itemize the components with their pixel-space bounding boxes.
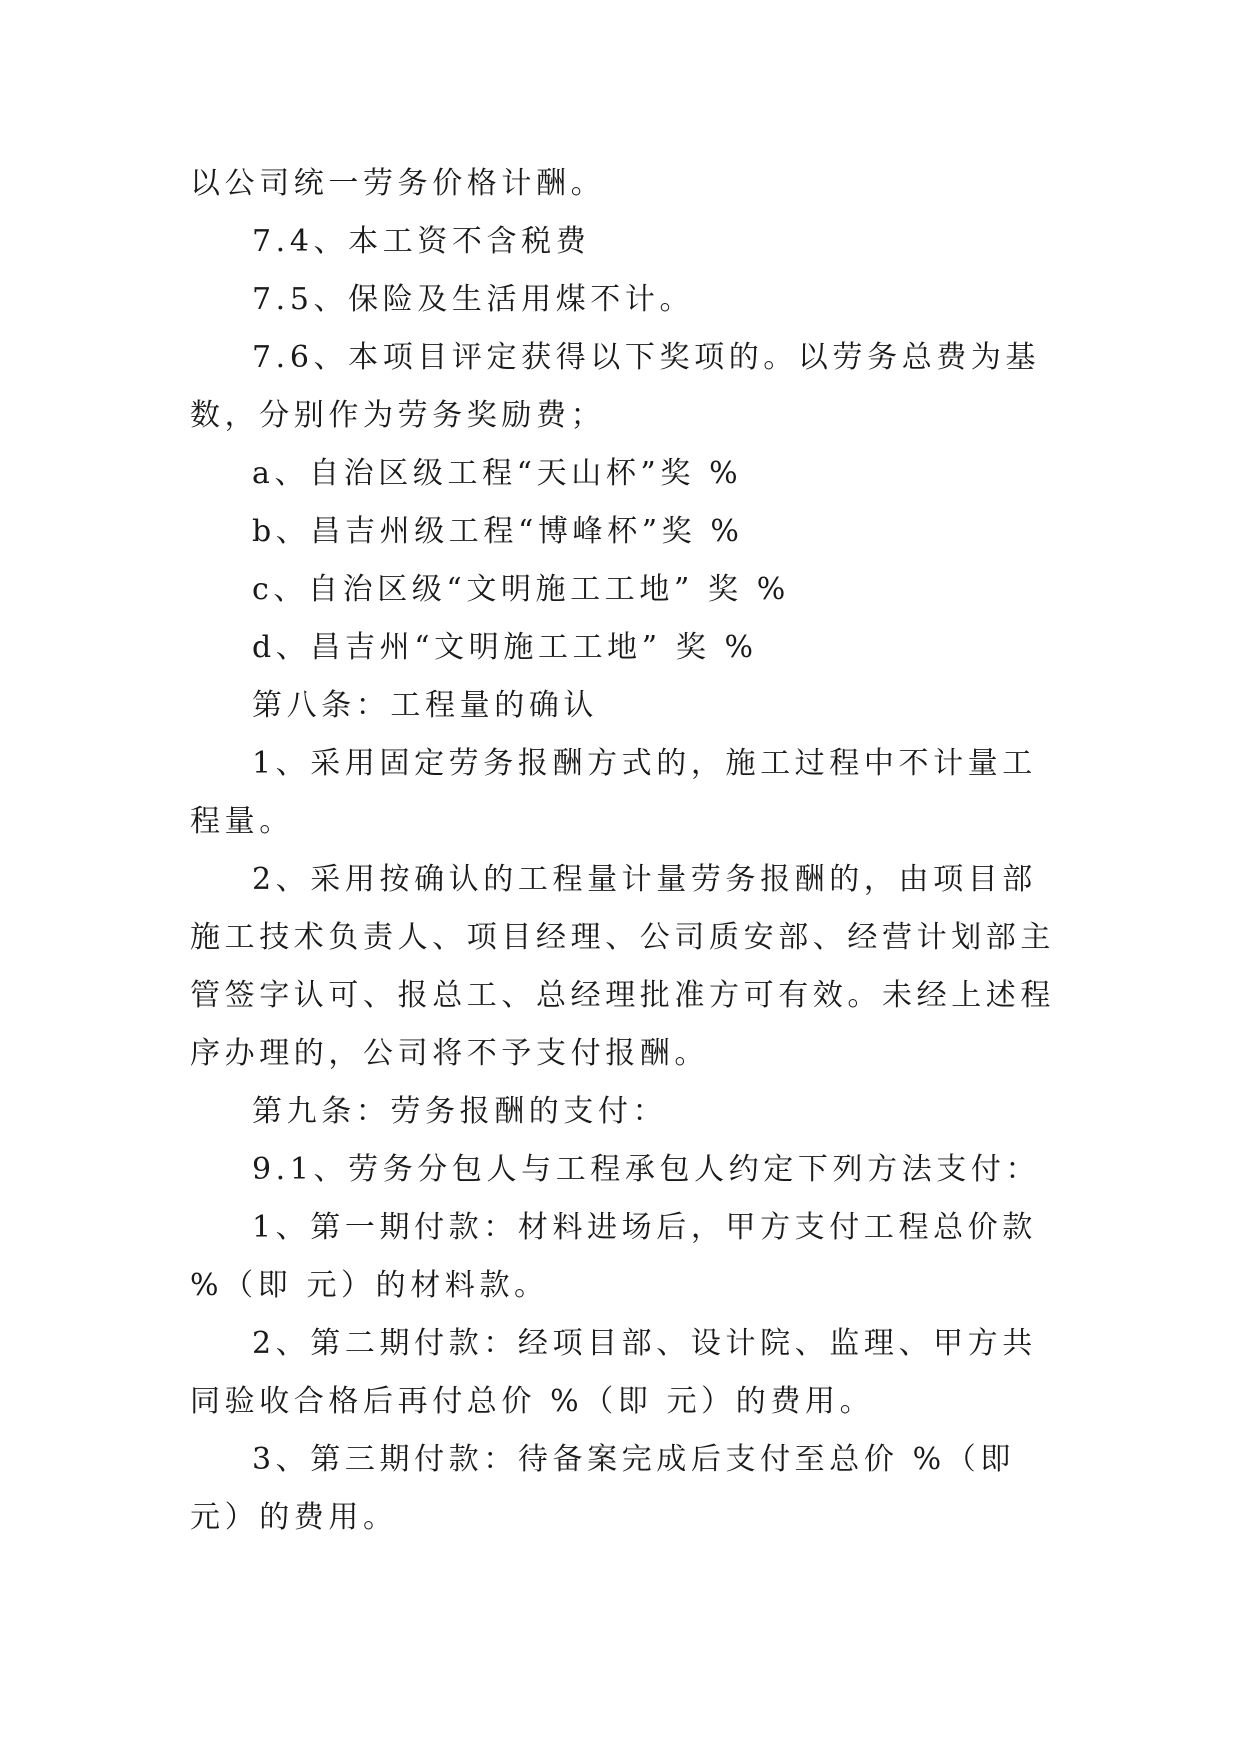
list-item: a、自治区级工程“天山杯”奖 % bbox=[252, 456, 743, 491]
paragraph: 7.6、本项目评定获得以下奖项的。以劳务总费为基数，分别作为劳务奖励费； bbox=[190, 340, 1041, 433]
paragraph: 7.4、本工资不含税费 bbox=[252, 224, 591, 259]
list-item: 1、第一期付款：材料进场后，甲方支付工程总价款 %（即 元）的材料款。 bbox=[190, 1210, 1052, 1303]
list-item: b、昌吉州级工程“博峰杯”奖 % bbox=[252, 514, 744, 549]
section-heading: 第九条：劳务报酬的支付： bbox=[252, 1094, 668, 1129]
list-item: 2、第二期付款：经项目部、设计院、监理、甲方共同验收合格后再付总价 %（即 元）的费用。 bbox=[190, 1326, 1037, 1419]
paragraph: 以公司统一劳务价格计酬。 bbox=[190, 166, 606, 201]
paragraph: 1、采用固定劳务报酬方式的，施工过程中不计量工程量。 bbox=[190, 746, 1037, 839]
section-heading: 第八条：工程量的确认 bbox=[252, 688, 598, 723]
list-item: d、昌吉州“文明施工工地” 奖 % bbox=[252, 630, 758, 665]
paragraph: 7.5、保险及生活用煤不计。 bbox=[252, 282, 695, 317]
paragraph: 2、采用按确认的工程量计量劳务报酬的，由项目部施工技术负责人、项目经理、公司质安部、经营计划部主管签字认可、报总工、总经理批准方可有效。未经上述程序办理的，公司将不予支付报酬。 bbox=[190, 862, 1055, 1071]
list-item: 3、第三期付款：待备案完成后支付至总价 %（即 元）的费用。 bbox=[190, 1442, 1030, 1535]
list-item: c、自治区级“文明施工工地” 奖 % bbox=[252, 572, 790, 607]
paragraph: 9.1、劳务分包人与工程承包人约定下列方法支付： bbox=[252, 1152, 1041, 1187]
document-body bbox=[190, 155, 1070, 1547]
